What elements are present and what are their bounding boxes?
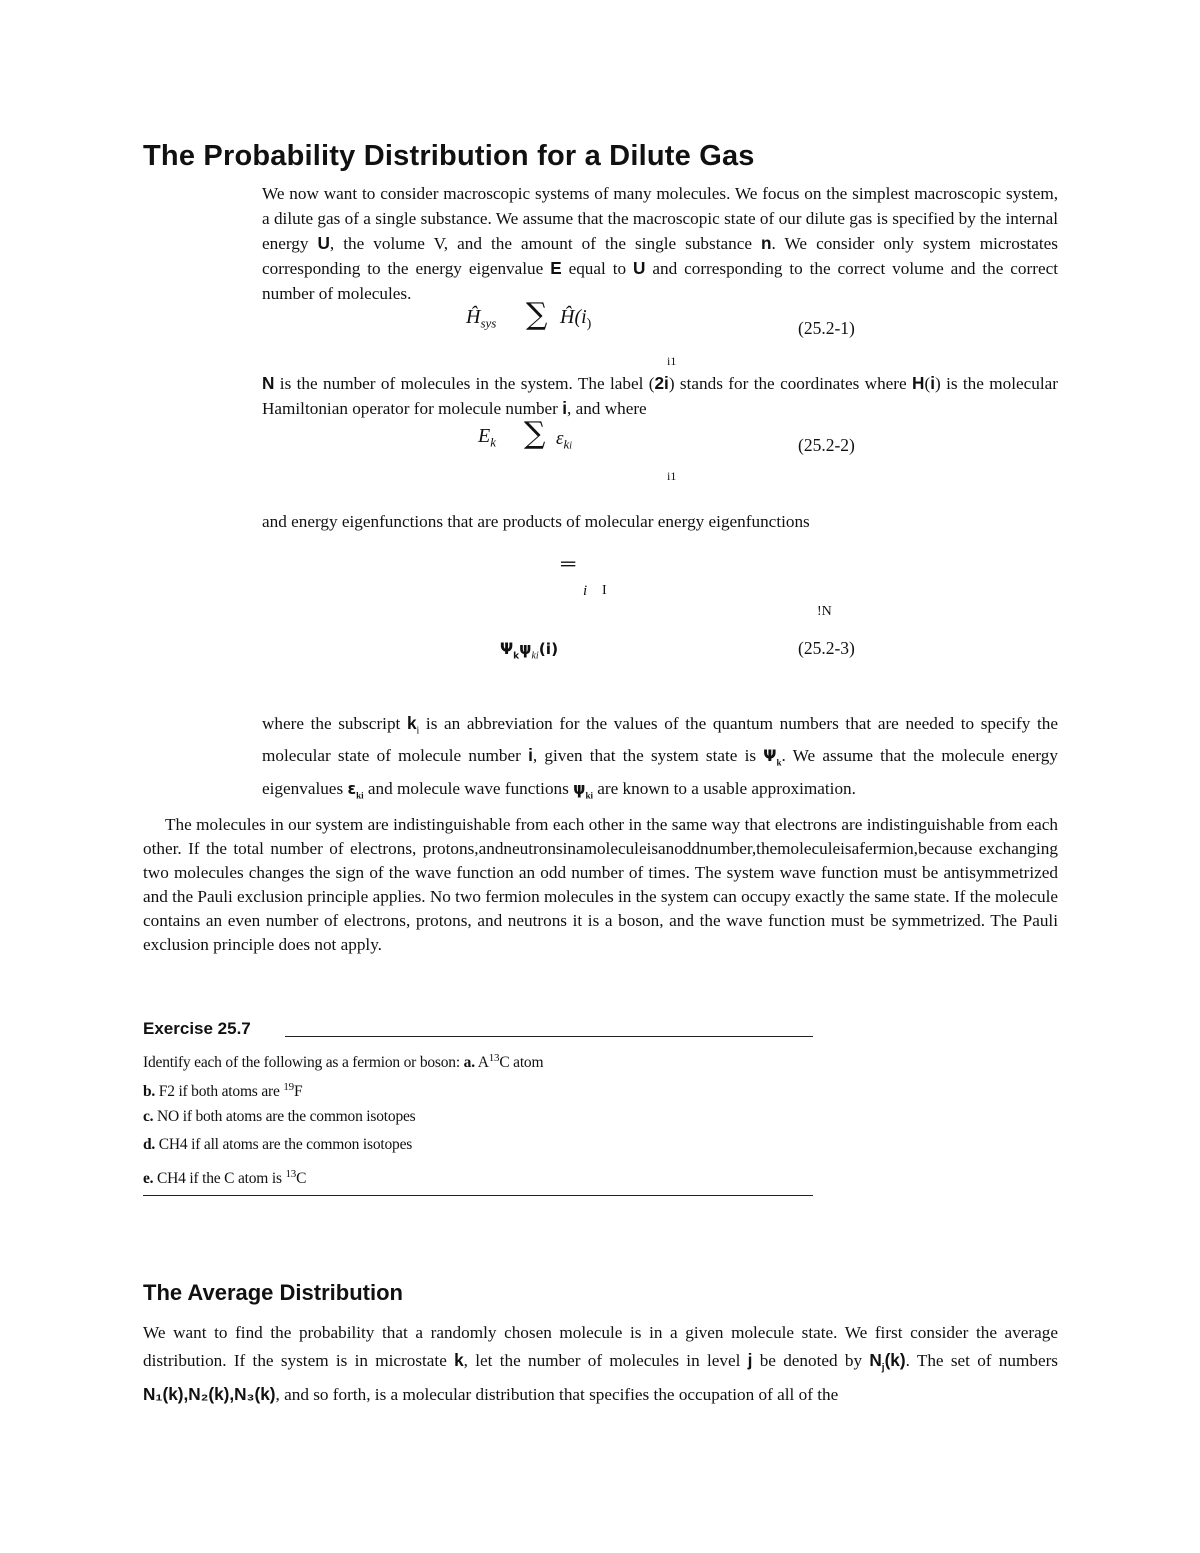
item-e-sup: 13 — [285, 1168, 297, 1180]
exercise-prompt-line — [143, 1052, 543, 1072]
equation-25-2-3 — [500, 638, 558, 662]
s2-text-3: be denoted by — [752, 1350, 870, 1370]
intro-text-4: . We consider only system microstates corresponding to the energy eigenvalue — [262, 234, 1058, 278]
intro-text-5: equal to — [561, 259, 634, 278]
item-c-text: NO if both atoms are the common isotopes — [157, 1108, 416, 1125]
exercise-bottom-rule — [143, 1195, 813, 1196]
s2-symbol-k: k — [454, 1349, 464, 1370]
Psi-symbol: Ψ — [500, 640, 514, 658]
s2-text-4: . The set of numbers — [905, 1350, 1058, 1370]
p2-text-3: ( — [924, 374, 931, 393]
intro-paragraph — [262, 181, 1058, 306]
s2-sequence: N₁(k),N₂(k),N₃(k) — [143, 1384, 276, 1405]
epsilon-symbol: ε — [556, 428, 564, 449]
intro-text-3: , and the amount of the single substance — [443, 234, 762, 253]
equation-label-2: (25.2-2) — [798, 435, 855, 455]
paragraph-5 — [143, 813, 1058, 957]
item-e-text: CH4 if the C atom is — [157, 1170, 282, 1188]
equals-bar: ═ — [561, 553, 576, 575]
exercise-heading: Exercise 25.7 — [143, 1019, 251, 1038]
item-a-post: C atom — [499, 1054, 544, 1072]
p4-text-2: is an abbreviation for the values of the quantum numbers that are needed to specify the molecular state of molecule number — [262, 714, 1059, 766]
page-title: The Probability Distribution for a Dilute Gas — [143, 140, 755, 172]
symbol-n: n — [761, 233, 772, 253]
exercise-item-c — [143, 1108, 416, 1126]
section-title-average-distribution: The Average Distribution — [143, 1280, 403, 1305]
p5-text: The molecules in our system are indistinguishable from each other in the same way that electrons are indistinguishable from each other. If the total number of electrons, protons,andneutronsinamoleculeisanoddnumber,themoleculeisafermion,because exchanging two molecules changes the sign of the wave function an odd number of times. The system wave function must be antisymmetrized and the Pauli exclusion principle applies. No two fermion molecules in the system can occupy exactly the same state. If the molecule contains an even number of electrons, protons, and neutrons it is a boson, and the wave function must be symmetrized. The Pauli exclusion principle does not apply. — [143, 815, 1058, 954]
k-subscript: k — [490, 434, 496, 450]
i-subsub: i — [569, 440, 573, 452]
summation-1 — [526, 297, 548, 332]
item-b-label: b. — [143, 1083, 156, 1101]
equation-label-1: (25.2-1) — [798, 318, 855, 338]
symbol-i-2: i — [562, 398, 567, 418]
section2-paragraph — [143, 1320, 1058, 1409]
item-e-label: e. — [143, 1170, 154, 1188]
s2-symbol-j: j — [747, 1349, 753, 1370]
product-index: i — [583, 583, 588, 599]
item-a-pre: A — [477, 1054, 489, 1072]
paragraph-2 — [262, 371, 1058, 421]
equation-25-2-1 — [466, 306, 496, 332]
summation-2 — [524, 416, 546, 451]
intro-text-1: We now want to consider macroscopic systems of many molecules. We focus on the simplest macroscopic system, a dilute gas of a single substance. We assume that the macroscopic state of our dilute gas is specified by the internal energy — [262, 184, 1058, 253]
equation-label-3: (25.2-3) — [798, 638, 855, 658]
sys-subscript: sys — [480, 315, 497, 331]
Psi-k-sub: k — [776, 757, 782, 768]
symbol-k: k — [406, 713, 417, 733]
k-sub: k — [563, 436, 570, 452]
equation-25-2-2 — [478, 425, 496, 451]
p4-text-6: are known to a usable approximation. — [592, 778, 856, 798]
intro-text-6: and corresponding to the correct volume and the correct number of molecules. — [262, 259, 1058, 303]
energy-symbol: E — [478, 425, 491, 447]
s2-N-sub: j — [881, 1361, 885, 1373]
product-bar: I — [602, 583, 607, 598]
equation-25-2-2-rhs — [556, 428, 572, 453]
equation-25-2-1-rhs — [560, 306, 591, 333]
item-b-sup: 19 — [283, 1081, 294, 1093]
symbol-U-2: U — [633, 258, 646, 278]
sigma-symbol-2: ∑ — [524, 416, 546, 451]
exercise-prompt: Identify each of the following as a fermion or boson: — [143, 1054, 460, 1072]
exercise-item-b — [143, 1081, 302, 1101]
p2-text-1: is the number of molecules in the system. The label ( — [274, 374, 655, 393]
item-b-post: F — [293, 1083, 303, 1101]
symbol-U: U — [317, 233, 330, 253]
psi-ki: ψ — [573, 779, 586, 798]
item-e-post: C — [296, 1170, 307, 1188]
paragraph-3: and energy eigenfunctions that are products of molecular energy eigenfunctions — [262, 512, 810, 531]
hamiltonian-i: Ĥ(i — [560, 306, 587, 328]
symbol-i-p4: i — [528, 745, 533, 766]
p4-text-1: where the subscript — [262, 714, 407, 733]
arg-i: (i) — [538, 640, 559, 658]
symbol-i: i — [930, 373, 935, 393]
p4-text-3: , given that the system state is — [532, 746, 764, 766]
symbol-H: H — [912, 373, 925, 393]
item-c-label: c. — [143, 1108, 154, 1125]
Psi-k: Ψ — [763, 747, 777, 766]
close-paren: ) — [586, 316, 592, 332]
exercise-item-e — [143, 1168, 306, 1188]
p4-text-5: and molecule wave functions — [363, 778, 574, 798]
s2-text-2: , let the number of molecules in level — [463, 1350, 748, 1370]
exercise-item-d — [143, 1136, 412, 1154]
hamiltonian-symbol: Ĥ — [466, 306, 481, 328]
product-limit: !N — [817, 604, 832, 619]
item-d-text: CH4 if all atoms are the common isotopes — [158, 1136, 413, 1153]
psi-sub: ki — [531, 650, 539, 662]
p2-text-5: , and where — [566, 399, 647, 418]
symbol-N: N — [262, 373, 275, 393]
s2-symbol-N: N — [869, 1349, 882, 1370]
sigma-symbol: ∑ — [526, 297, 548, 332]
label-2i: 2i — [654, 373, 669, 393]
p2-text-4: ) is the molecular Hamiltonian operator for molecule number — [262, 374, 1059, 418]
s2-N-arg: (k) — [884, 1349, 906, 1370]
item-b-text: F2 if both atoms are — [158, 1083, 280, 1101]
symbol-V: V — [433, 234, 444, 253]
item-a-label: a. — [463, 1054, 475, 1072]
epsilon-sub: ki — [356, 790, 364, 801]
p2-text-2: ) stands for the coordinates where — [668, 374, 913, 393]
sum-limit-2: i1 — [667, 469, 677, 483]
intro-text-2: , the volume — [329, 234, 434, 253]
p4-text-4: . We assume that the molecule energy eigenvalues — [262, 746, 1058, 798]
item-d-label: d. — [143, 1136, 156, 1153]
paragraph-4 — [262, 711, 1058, 808]
s2-text-1: We want to find the probability that a randomly chosen molecule is in a given molecule state. We first consider the average distribution. If the system is in microstate — [143, 1323, 1058, 1370]
item-a-sup: 13 — [488, 1052, 500, 1064]
sum-limit-1: i1 — [667, 354, 677, 368]
k-sub-i: i — [416, 725, 420, 737]
symbol-E: E — [550, 258, 562, 278]
epsilon-ki: ε — [347, 779, 357, 798]
s2-text-5: , and so forth, is a molecular distribution that specifies the occupation of all of the — [275, 1385, 839, 1405]
psi-symbol: ψ — [519, 640, 532, 658]
psi-sub-p4: ki — [585, 790, 593, 801]
Psi-sub: k — [513, 651, 520, 662]
exercise-top-rule — [285, 1036, 813, 1037]
